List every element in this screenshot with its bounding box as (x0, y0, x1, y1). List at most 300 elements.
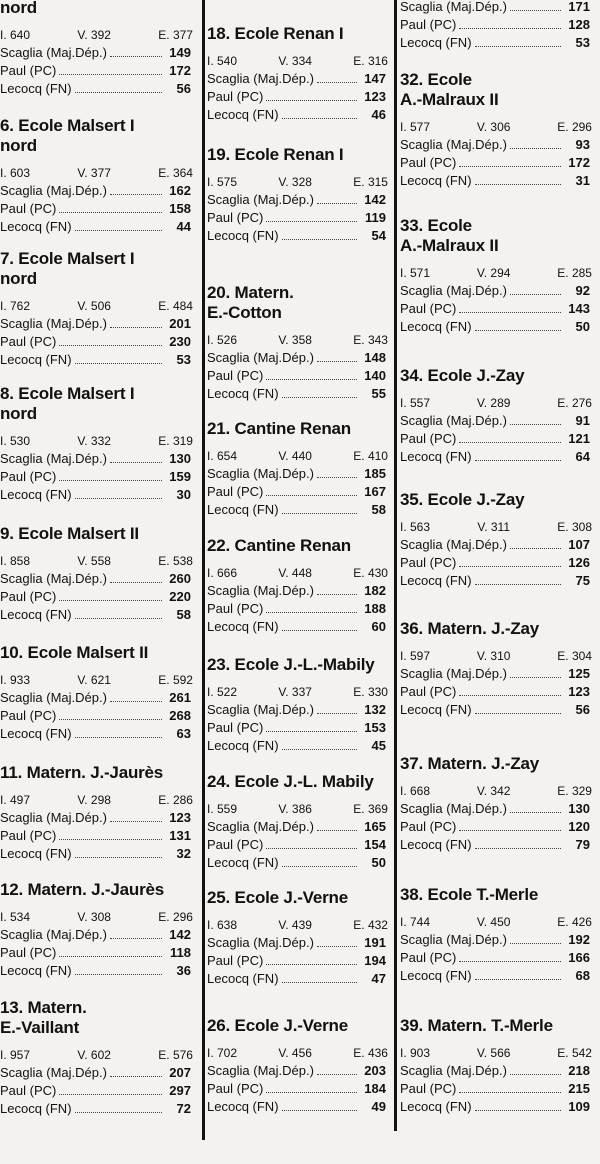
expressed-count: E. 343 (353, 333, 388, 347)
polling-station-title: 26. Ecole J.-Verne (207, 1016, 348, 1035)
candidate-result-row (0, 570, 197, 588)
dot-leader (266, 848, 357, 849)
candidate-result-row (400, 683, 596, 701)
candidate-result-row (0, 351, 197, 369)
dot-leader (475, 713, 561, 714)
candidate-name: Lecocq (FN) (0, 726, 72, 741)
turnout-line (400, 394, 596, 412)
expressed-count: E. 538 (158, 554, 193, 568)
polling-station-title: 37. Matern. J.-Zay (400, 754, 540, 773)
candidate-result-row (0, 606, 197, 624)
dot-leader (75, 230, 162, 231)
candidate-result-row (207, 934, 392, 952)
voters-count: V. 308 (77, 910, 111, 924)
polling-station-block (400, 366, 596, 466)
vote-count: 63 (176, 726, 191, 741)
candidate-result-row (0, 725, 197, 743)
candidate-name: Paul (PC) (400, 1081, 457, 1096)
registered-count: I. 638 (207, 918, 238, 932)
turnout-line (0, 1046, 197, 1064)
vote-count: 142 (169, 927, 191, 942)
dot-leader (59, 74, 162, 75)
candidate-result-row (207, 737, 392, 755)
dot-leader (510, 294, 561, 295)
vote-count: 167 (364, 484, 386, 499)
candidate-name: Paul (PC) (0, 63, 57, 78)
dot-leader (510, 424, 561, 425)
polling-station-block (400, 70, 596, 190)
candidate-name: Paul (PC) (400, 950, 457, 965)
candidate-result-row (207, 367, 392, 385)
voters-count: V. 334 (278, 54, 312, 68)
turnout-line (207, 447, 392, 465)
candidate-name: Paul (PC) (400, 431, 457, 446)
candidate-result-row (400, 701, 596, 719)
vote-count: 220 (169, 589, 191, 604)
dot-leader (282, 239, 357, 240)
candidate-name: Lecocq (FN) (207, 107, 279, 122)
polling-station-title: 9. Ecole Malsert II (0, 524, 139, 543)
dot-leader (510, 10, 561, 11)
vote-count: 93 (575, 137, 590, 152)
vote-count: 172 (568, 155, 590, 170)
candidate-name: Scaglia (Maj.Dép.) (0, 810, 107, 825)
turnout-line (400, 518, 596, 536)
vote-count: 230 (169, 334, 191, 349)
polling-station-block (0, 249, 197, 369)
turnout-line (207, 173, 392, 191)
candidate-name: Scaglia (Maj.Dép.) (207, 702, 314, 717)
vote-count: 143 (568, 301, 590, 316)
vote-count: 130 (568, 801, 590, 816)
dot-leader (459, 442, 561, 443)
dot-leader (75, 363, 162, 364)
polling-station-title: 18. Ecole Renan I (207, 24, 344, 43)
polling-station-title: 35. Ecole J.-Zay (400, 490, 525, 509)
candidate-name: Paul (PC) (207, 210, 264, 225)
candidate-result-row (207, 618, 392, 636)
candidate-result-row (207, 385, 392, 403)
polling-station-title: 36. Matern. J.-Zay (400, 619, 540, 638)
vote-count: 260 (169, 571, 191, 586)
vote-count: 149 (169, 45, 191, 60)
voters-count: V. 377 (77, 166, 111, 180)
vote-count: 32 (176, 846, 191, 861)
candidate-name: Lecocq (FN) (400, 573, 472, 588)
dot-leader (282, 513, 357, 514)
candidate-name: Lecocq (FN) (0, 487, 72, 502)
dot-leader (317, 594, 357, 595)
dot-leader (266, 221, 357, 222)
candidate-name: Lecocq (FN) (207, 855, 279, 870)
polling-station-block (207, 772, 392, 872)
dot-leader (317, 713, 357, 714)
candidate-name: Scaglia (Maj.Dép.) (400, 932, 507, 947)
vote-count: 49 (371, 1099, 386, 1114)
dot-leader (266, 1092, 357, 1093)
candidate-result-row (400, 154, 596, 172)
registered-count: I. 744 (400, 915, 431, 929)
polling-station-title: 24. Ecole J.-L. Mabily (207, 772, 374, 791)
vote-count: 140 (364, 368, 386, 383)
vote-count: 123 (169, 810, 191, 825)
turnout-line (0, 552, 197, 570)
polling-station-block (207, 419, 392, 519)
dot-leader (59, 956, 162, 957)
candidate-name: Lecocq (FN) (0, 81, 72, 96)
dot-leader (475, 184, 561, 185)
vote-count: 172 (169, 63, 191, 78)
vote-count: 162 (169, 183, 191, 198)
candidate-name: Paul (PC) (207, 484, 264, 499)
candidate-name: Lecocq (FN) (207, 228, 279, 243)
expressed-count: E. 286 (158, 793, 193, 807)
polling-station-block (207, 24, 392, 124)
dot-leader (459, 961, 561, 962)
candidate-name: Lecocq (FN) (400, 449, 472, 464)
vote-count: 107 (568, 537, 590, 552)
candidate-result-row (207, 701, 392, 719)
candidate-name: Scaglia (Maj.Dép.) (207, 71, 314, 86)
vote-count: 55 (371, 386, 386, 401)
turnout-line (400, 647, 596, 665)
candidate-name: Lecocq (FN) (207, 1099, 279, 1114)
candidate-result-row (400, 572, 596, 590)
turnout-line (400, 1044, 596, 1062)
polling-station-block (207, 1016, 392, 1116)
candidate-name: Lecocq (FN) (207, 619, 279, 634)
dot-leader (266, 495, 357, 496)
dot-leader (317, 830, 357, 831)
polling-station-title: 19. Ecole Renan I (207, 145, 344, 164)
candidate-result-row (0, 707, 197, 725)
polling-station-title: 38. Ecole T.-Merle (400, 885, 539, 904)
vote-count: 261 (169, 690, 191, 705)
candidate-name: Lecocq (FN) (207, 386, 279, 401)
candidate-name: Scaglia (Maj.Dép.) (207, 819, 314, 834)
expressed-count: E. 319 (158, 434, 193, 448)
candidate-name: Lecocq (FN) (400, 837, 472, 852)
vote-count: 130 (169, 451, 191, 466)
candidate-result-row (0, 1100, 197, 1118)
registered-count: I. 522 (207, 685, 238, 699)
candidate-name: Lecocq (FN) (207, 971, 279, 986)
candidate-name: Scaglia (Maj.Dép.) (207, 1063, 314, 1078)
candidate-name: Scaglia (Maj.Dép.) (400, 1063, 507, 1078)
candidate-result-row (0, 1082, 197, 1100)
candidate-name: Paul (PC) (207, 1081, 264, 1096)
vote-count: 36 (176, 963, 191, 978)
polling-station-title: 23. Ecole J.-L.-Mabily (207, 655, 375, 674)
dot-leader (110, 821, 162, 822)
vote-count: 46 (371, 107, 386, 122)
dot-leader (475, 979, 561, 980)
expressed-count: E. 484 (158, 299, 193, 313)
vote-count: 79 (575, 837, 590, 852)
dot-leader (110, 701, 162, 702)
dot-leader (110, 582, 162, 583)
vote-count: 125 (568, 666, 590, 681)
voters-count: V. 440 (278, 449, 312, 463)
vote-count: 215 (568, 1081, 590, 1096)
candidate-name: Paul (PC) (400, 155, 457, 170)
registered-count: I. 530 (0, 434, 31, 448)
dot-leader (59, 719, 162, 720)
expressed-count: E. 576 (158, 1048, 193, 1062)
dot-leader (510, 148, 561, 149)
expressed-count: E. 315 (353, 175, 388, 189)
turnout-line (400, 118, 596, 136)
candidate-result-row (0, 588, 197, 606)
candidate-name: Scaglia (Maj.Dép.) (400, 137, 507, 152)
vote-count: 153 (364, 720, 386, 735)
polling-station-block (207, 283, 392, 403)
expressed-count: E. 276 (557, 396, 592, 410)
candidate-result-row (207, 600, 392, 618)
registered-count: I. 534 (0, 910, 31, 924)
dot-leader (459, 830, 561, 831)
registered-count: I. 933 (0, 673, 31, 687)
voters-count: V. 386 (278, 802, 312, 816)
candidate-result-row (207, 209, 392, 227)
candidate-result-row (400, 282, 596, 300)
expressed-count: E. 592 (158, 673, 193, 687)
dot-leader (459, 566, 561, 567)
vote-count: 120 (568, 819, 590, 834)
dot-leader (110, 1076, 162, 1077)
voters-count: V. 506 (77, 299, 111, 313)
voters-count: V. 448 (278, 566, 312, 580)
candidate-result-row (0, 80, 197, 98)
vote-count: 45 (371, 738, 386, 753)
vote-count: 148 (364, 350, 386, 365)
candidate-result-row (400, 949, 596, 967)
registered-count: I. 577 (400, 120, 431, 134)
dot-leader (475, 46, 561, 47)
polling-station-title: nord (0, 136, 37, 155)
vote-count: 92 (575, 283, 590, 298)
polling-station-block (207, 536, 392, 636)
registered-count: I. 666 (207, 566, 238, 580)
candidate-name: Scaglia (Maj.Dép.) (207, 583, 314, 598)
vote-count: 131 (169, 828, 191, 843)
candidate-result-row (207, 836, 392, 854)
candidate-name: Scaglia (Maj.Dép.) (207, 350, 314, 365)
candidate-name: Paul (PC) (400, 17, 457, 32)
registered-count: I. 858 (0, 554, 31, 568)
voters-count: V. 566 (476, 1046, 511, 1060)
vote-count: 30 (176, 487, 191, 502)
expressed-count: E. 330 (353, 685, 388, 699)
candidate-name: Lecocq (FN) (0, 963, 72, 978)
registered-count: I. 563 (400, 520, 431, 534)
dot-leader (282, 118, 357, 119)
vote-count: 182 (364, 583, 386, 598)
candidate-name: Scaglia (Maj.Dép.) (0, 45, 107, 60)
candidate-name: Scaglia (Maj.Dép.) (400, 413, 507, 428)
expressed-count: E. 377 (158, 28, 193, 42)
turnout-line (0, 297, 197, 315)
candidate-name: Scaglia (Maj.Dép.) (0, 690, 107, 705)
candidate-result-row (400, 836, 596, 854)
expressed-count: E. 296 (557, 120, 592, 134)
candidate-result-row (400, 967, 596, 985)
turnout-line (0, 164, 197, 182)
candidate-result-row (400, 800, 596, 818)
candidate-result-row (400, 554, 596, 572)
candidate-name: Lecocq (FN) (207, 502, 279, 517)
dot-leader (475, 330, 561, 331)
candidate-result-row (0, 689, 197, 707)
vote-count: 118 (170, 945, 191, 960)
vote-count: 154 (364, 837, 386, 852)
polling-station-block (400, 0, 596, 52)
registered-count: I. 497 (0, 793, 31, 807)
candidate-result-row (0, 486, 197, 504)
vote-count: 68 (575, 968, 590, 983)
turnout-line (207, 916, 392, 934)
vote-count: 56 (176, 81, 191, 96)
dot-leader (110, 327, 162, 328)
vote-count: 171 (568, 0, 590, 14)
turnout-line (0, 432, 197, 450)
voters-count: V. 294 (476, 266, 511, 280)
dot-leader (475, 1110, 561, 1111)
column-divider (202, 0, 205, 1140)
polling-station-title: nord (0, 404, 37, 423)
vote-count: 44 (176, 219, 191, 234)
candidate-name: Paul (PC) (400, 684, 457, 699)
expressed-count: E. 285 (557, 266, 592, 280)
polling-station-block (400, 490, 596, 590)
polling-station-block (0, 524, 197, 624)
candidate-name: Lecocq (FN) (400, 173, 472, 188)
candidate-result-row (207, 227, 392, 245)
candidate-result-row (400, 412, 596, 430)
expressed-count: E. 296 (158, 910, 193, 924)
polling-station-title: E.-Cotton (207, 303, 282, 322)
candidate-result-row (0, 450, 197, 468)
registered-count: I. 597 (400, 649, 431, 663)
vote-count: 268 (169, 708, 191, 723)
polling-station-title: nord (0, 269, 37, 288)
candidate-result-row (207, 952, 392, 970)
dot-leader (266, 731, 357, 732)
polling-station-title: 33. Ecole (400, 216, 472, 235)
candidate-result-row (400, 818, 596, 836)
candidate-name: Scaglia (Maj.Dép.) (400, 283, 507, 298)
candidate-result-row (207, 191, 392, 209)
dot-leader (59, 345, 162, 346)
expressed-count: E. 542 (557, 1046, 592, 1060)
dot-leader (282, 397, 357, 398)
candidate-name: Paul (PC) (0, 708, 57, 723)
registered-count: I. 762 (0, 299, 31, 313)
voters-count: V. 298 (77, 793, 111, 807)
candidate-result-row (207, 106, 392, 124)
candidate-name: Lecocq (FN) (400, 319, 472, 334)
vote-count: 53 (575, 35, 590, 50)
candidate-result-row (207, 1080, 392, 1098)
dot-leader (282, 630, 357, 631)
candidate-name: Scaglia (Maj.Dép.) (0, 571, 107, 586)
vote-count: 31 (575, 173, 590, 188)
vote-count: 72 (176, 1101, 191, 1116)
polling-station-block (0, 0, 197, 98)
dot-leader (110, 56, 162, 57)
turnout-line (400, 264, 596, 282)
polling-station-title: 7. Ecole Malsert I (0, 249, 135, 268)
polling-station-title: A.-Malraux II (400, 90, 499, 109)
registered-count: I. 571 (400, 266, 431, 280)
dot-leader (459, 312, 561, 313)
vote-count: 121 (568, 431, 590, 446)
turnout-line (207, 800, 392, 818)
candidate-name: Scaglia (Maj.Dép.) (400, 801, 507, 816)
candidate-result-row (0, 44, 197, 62)
candidate-name: Lecocq (FN) (207, 738, 279, 753)
candidate-name: Paul (PC) (400, 301, 457, 316)
vote-count: 60 (371, 619, 386, 634)
dot-leader (459, 28, 561, 29)
candidate-result-row (0, 182, 197, 200)
candidate-name: Scaglia (Maj.Dép.) (0, 927, 107, 942)
vote-count: 158 (169, 201, 191, 216)
dot-leader (510, 1074, 561, 1075)
dot-leader (475, 848, 561, 849)
vote-count: 165 (364, 819, 386, 834)
vote-count: 132 (364, 702, 386, 717)
dot-leader (510, 677, 561, 678)
dot-leader (317, 1074, 357, 1075)
polling-station-title: E.-Vaillant (0, 1018, 80, 1037)
candidate-result-row (0, 62, 197, 80)
candidate-name: Scaglia (Maj.Dép.) (207, 466, 314, 481)
vote-count: 192 (568, 932, 590, 947)
candidate-result-row (400, 172, 596, 190)
candidate-result-row (207, 465, 392, 483)
candidate-result-row (207, 88, 392, 106)
candidate-name: Paul (PC) (0, 334, 57, 349)
candidate-name: Scaglia (Maj.Dép.) (0, 1065, 107, 1080)
turnout-line (0, 26, 197, 44)
registered-count: I. 557 (400, 396, 431, 410)
candidate-result-row (0, 827, 197, 845)
polling-station-title: 39. Matern. T.-Merle (400, 1016, 553, 1035)
candidate-name: Paul (PC) (207, 601, 264, 616)
vote-count: 75 (575, 573, 590, 588)
registered-count: I. 654 (207, 449, 238, 463)
vote-count: 218 (568, 1063, 590, 1078)
dot-leader (282, 982, 357, 983)
dot-leader (59, 212, 162, 213)
candidate-name: Scaglia (Maj.Dép.) (0, 316, 107, 331)
dot-leader (110, 938, 162, 939)
candidate-result-row (207, 70, 392, 88)
candidate-name: Lecocq (FN) (400, 702, 472, 717)
polling-station-block (400, 754, 596, 854)
polling-station-title: 11. Matern. J.-Jaurès (0, 763, 164, 782)
candidate-name: Paul (PC) (0, 201, 57, 216)
voters-count: V. 456 (278, 1046, 312, 1060)
candidate-name: Lecocq (FN) (0, 846, 72, 861)
candidate-name: Paul (PC) (0, 1083, 57, 1098)
dot-leader (510, 548, 561, 549)
expressed-count: E. 426 (557, 915, 592, 929)
candidate-name: Paul (PC) (0, 945, 57, 960)
polling-station-title: 6. Ecole Malsert I (0, 116, 135, 135)
polling-station-block (0, 763, 197, 863)
